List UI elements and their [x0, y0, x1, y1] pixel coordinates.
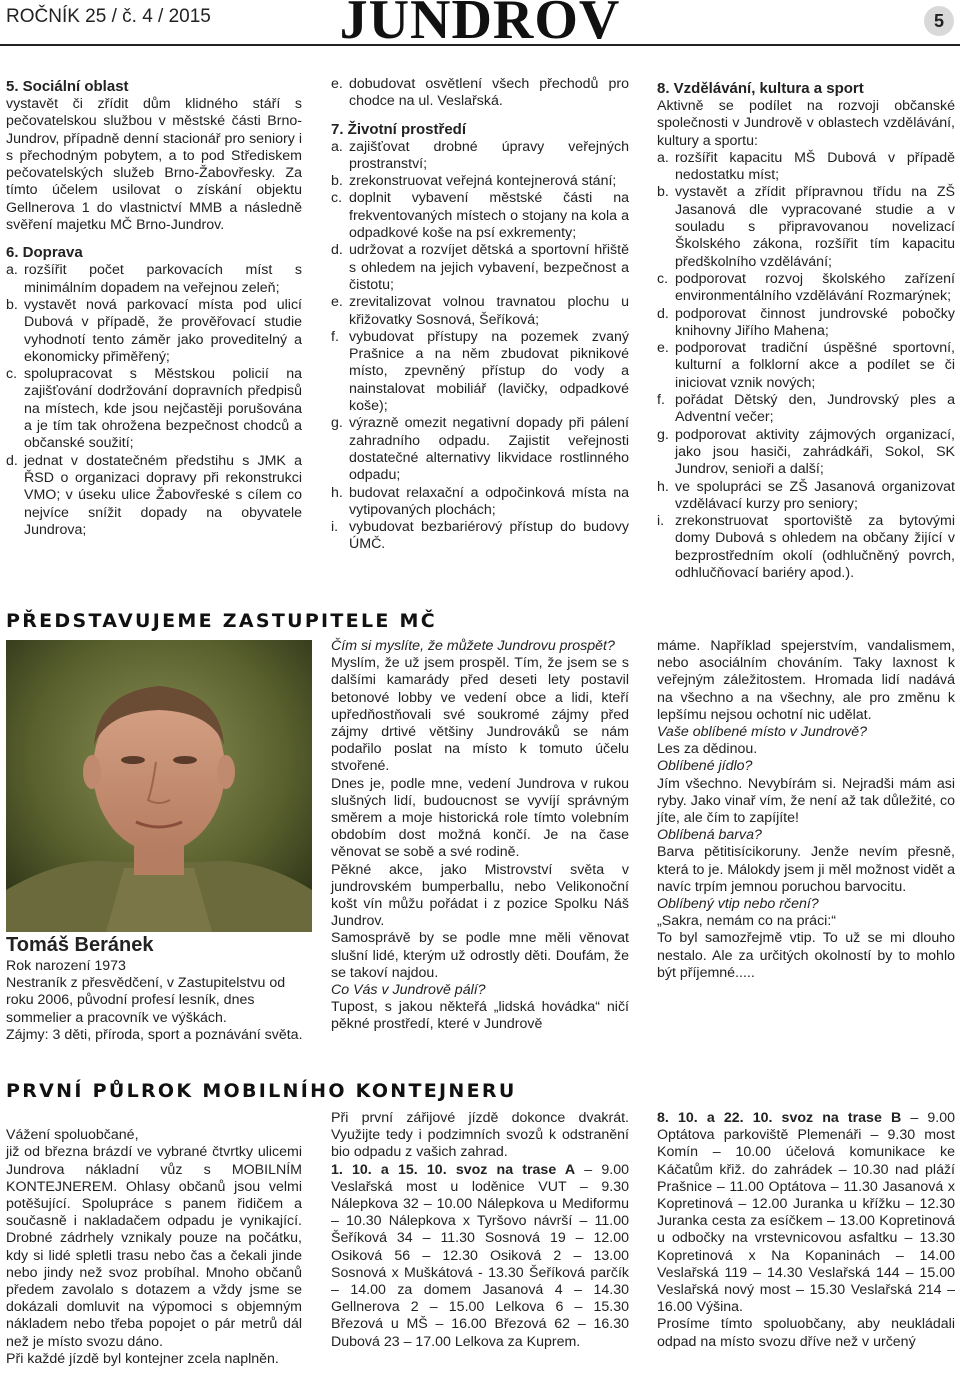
program-column-2: [331, 76, 629, 554]
bio-line: Rok narození 1973: [6, 958, 126, 974]
portrait-image: [6, 640, 312, 932]
container-intro: Při první zářijové jízdě dokonce dvakrát. Využijte tedy i podzimních svozů k odstranění bio odpadu z vašich zahrad.: [331, 1110, 629, 1161]
interview-column-3: [657, 638, 955, 982]
interview-answer: Dnes je, podle mne, vedení Jundrova v rukou slušných lidí, budoucnost se vyvíjí správným směrem a moje historická role tímto volebním obdobím dost možná končí. Je na čase věnovat se sobě a své rodině.: [331, 775, 629, 861]
list-item: f. vybudovat přístupy na pozemek zvaný Prašnice a na něm zbudovat piknikové místo, zpevněný přístup do vody a nainstalovat mobiliář (lavičky, odpadkové koše);: [331, 328, 629, 415]
interview-answer: Myslím, že už jsem prospěl. Tím, že jsem se s dalšími kamarády před deseti lety postavil betonové lobby ve vedení obce a lidi, kteří upředňostňovali své soukromé zájmy před zájmy drtivé většiny Jundrováků se nám podařilo poslat na místo k tomuto účelu stvořené.: [331, 655, 629, 775]
section-7-list: [331, 139, 629, 554]
list-item: e. podporovat tradiční úspěšné sportovní, kulturní a folklorní akce a podílet se či iniciovat vznik nových;: [657, 340, 955, 391]
route-b: [657, 1110, 955, 1316]
list-item: c. doplnit vybavení městské části na frekventovaných místech o stojany na kola a odpadkové koše na psí exkrementy;: [331, 190, 629, 242]
list-item: i. zrekonstruovat sportoviště za bytovými domy Dubová s ohledem na občany žijící v bezprostředním okolí (odhlučněný povrch, odhlučňovací bariéry apod.).: [657, 513, 955, 582]
page-number: 5: [924, 6, 954, 36]
interview-answer: To byl samozřejmě vtip. To už se mi dlouho nestalo. Ale za určitých okolností by to mohlo být příjemné.....: [657, 930, 955, 981]
list-item: a. zajišťovat drobné úpravy veřejných prostranství;: [331, 138, 629, 172]
list-item: a. rozšířit kapacitu MŠ Dubová v případě nedostatku míst;: [657, 149, 955, 184]
interview-question: Oblíbená barva?: [657, 827, 762, 844]
interview-question: Oblíbený vtip nebo rčení?: [657, 896, 819, 913]
issue-label: ROČNÍK 25 / č. 4 / 2015: [6, 6, 211, 27]
route-a: [331, 1162, 629, 1351]
interview-question: Čím si myslíte, že můžete Jundrovu prospět?: [331, 638, 615, 654]
container-text: Vážení spoluobčané, již od března brázdí ve vybrané čtvrtky ulicemi Jundrova nákladní vůz s MOBILNÍM KONTEJNEREM. Ohlasy občanů jsou velmi potěšující. Spolupráce s panem řidičem a současně i nakladačem odpadu je vynikající. Drobné zádrhely vznikaly pouze na počátku, kdy si lidé spletli trasu nebo čas a čekali jinde nebo jindy než svoz probíhal. Mnoho občanů předem zavolalo s dotazem a vždy jsme se dokázali domluvit na výpomoci s objemným nákladem nebo třeba popojet o pár metrů dál než je místo svozu dáno. Při každé jízdě byl kontejner zcela naplněn.: [6, 1127, 302, 1367]
container-banner: PRVNÍ PŮLROK MOBILNÍHO KONTEJNERU: [6, 1080, 517, 1102]
list-item: d. podporovat činnost jundrovské pobočky knihovny Jiřího Mahena;: [657, 305, 955, 339]
program-column-1: [6, 78, 302, 539]
section-6-list: [6, 262, 302, 539]
list-item: c. podporovat rozvoj školského zařízení environmentálního vzdělávání Rozmarýnek;: [657, 270, 955, 305]
container-column-2: [331, 1110, 629, 1351]
interview-question: Oblíbené jídlo?: [657, 758, 753, 775]
section-8-intro: Aktivně se podílet na rozvoji občanské společnosti v Jundrově v oblastech vzdělávání, kultury a sportu:: [657, 98, 955, 149]
list-item: a. rozšířit počet parkovacích míst s minimálním dopadem na veřejnou zeleň;: [6, 262, 302, 296]
section-6-title: 6. Doprava: [6, 244, 83, 262]
interview-answer: Jím všechno. Nevybírám si. Nejradši mám asi ryby. Jako vinař vím, že není až tak důležité, co jíte, ale čím to zapíjíte!: [657, 775, 955, 827]
representative-photo: [6, 640, 312, 932]
section-5-title: 5. Sociální oblast: [6, 78, 129, 95]
list-item: g. výrazně omezit negativní dopady při pálení zahradního odpadu. Zajistit veřejnosti dostatečné alternativy likvidace rostlinného odpadu;: [331, 415, 629, 484]
container-closing: Prosíme tímto spoluobčany, aby neukládali odpad na místo svozu dříve než v určený: [657, 1316, 955, 1350]
list-item: i. vybudovat bezbariérový přístup do budovy ÚMČ.: [331, 519, 629, 553]
list-item: e. dobudovat osvětlení všech přechodů pro chodce na ul. Veslařská.: [331, 76, 629, 110]
representative-bio: [6, 958, 306, 1044]
program-column-3: [657, 80, 955, 582]
interview-answer: máme. Například spejerstvím, vandalismem, nebo asociálním chováním. Taky laxnost k veřejným záležitostem. Hromada lidí nadává na všechno a na všechny, ale pro změnu k lepšímu nejsou ochotní nic udělat.: [657, 638, 955, 723]
route-b-stops: – 9.00 Optátova parkoviště Plemenáři – 9.30 most Komín – 10.00 účelová komunikace ke Káčatům křiž. do zahrádek – 10.30 nad pláží Prašnice – 11.00 Optátova – 11.30 Jasanová x Kopretinová – 12.00 Juranka u křížku – 12.30 Juranka cesta za esíčkem – 13.00 Kopretinová u odbočky na vrstevnicovou asfaltku – 13.30 Kopretinová x Na Kopaninách – 14.00 Veslařská 119 – 14.30 Veslařská 144 – 15.00 Veslařská nový most – 15.30 Veslařská 214 – 16.00 Výšina.: [657, 1110, 956, 1316]
interview-answer: Barva pětitisícikoruny. Jenže nevím přesně, která to je. Málokdy jsem ji měl možnost vidět a navíc trpím jemnou poruchou barvocitu.: [657, 844, 955, 895]
interview-answer: Tupost, s jakou někteřá „lidská hovádka“ ničí pěkné prostředí, které v Jundrově: [331, 999, 629, 1033]
section-5-text: vystavět či zřídit dům klidného stáří s pečovatelskou službou v městské části Brno-Jundrov, případně denní stacionář pro seniory i s přechodným pobytem, a to pod Střediskem pečovatelských služeb Brno-Žabovřesky. Za tímto účelem usilovat o získání objektu Gellnerova 1 do vlastnictví MMB a následně svěření majetku MČ Brno-Jundrov.: [6, 96, 302, 234]
interview-question: Co Vás v Jundrově pálí?: [331, 982, 486, 999]
interview-answer: „Sakra, nemám co na práci:“: [657, 913, 836, 930]
interview-answer: Samosprávě by se podle mne měli věnovat slušní lidé, kterým už odrostly děti. Doufám, že se takoví najdou.: [331, 930, 629, 981]
list-item: g. podporovat aktivity zájmových organizací, jako jsou hasiči, zahrádkáři, Sokol, SK Jundrov, senioři a další;: [657, 426, 955, 478]
interview-column-2: [331, 638, 629, 1034]
list-item: b. zrekonstruovat veřejná kontejnerová stání;: [331, 173, 617, 190]
section-8-list: [657, 150, 955, 582]
bio-line: Nestraník z přesvědčení, v Zastupitelstvu od roku 2006, původní profesí lesník, dnes sommelier a pracovník ve výškách.: [6, 975, 286, 1026]
interview-answer: Pěkné akce, jako Mistrovství světa v jundrovském bumperballu, nebo Velikonoční košt vín můžu pořádat i z pozice Spolku Náš Jundrov.: [331, 861, 629, 930]
route-b-label: 8. 10. a 22. 10. svoz na trase B: [657, 1110, 902, 1126]
list-item: b. vystavět a zřídit přípravnou třídu na ZŠ Jasanová dle vypracované studie a v souladu s připravovanou novelizací Školského zákona, rozšířit tím kapacitu předškolního vzdělávání;: [657, 184, 955, 270]
section-7-title: 7. Životní prostředí: [331, 120, 467, 138]
container-column-3: [657, 1110, 955, 1351]
route-a-label: 1. 10. a 15. 10. svoz na trase A: [331, 1161, 576, 1178]
container-column-1: [6, 1110, 302, 1368]
list-item: d. jednat v dostatečném předstihu s JMK a ŘSD o organizaci dopravy při rekonstrukci VMO; v úseku ulice Žabovřeské s cílem co nejvíce snížit dopady na obyvatele Jundrova;: [6, 452, 302, 538]
list-item: h. budovat relaxační a odpočinková místa na vytipovaných plochách;: [331, 484, 629, 518]
route-a-stops: – 9.00 Veslařská most u loděnice VUT – 9.30 Nálepkova 32 – 10.00 Nálepkova u Mediformu – 10.30 Nálepkova x Tyršovo návrší – 11.00 Šeříková 34 – 11.30 Sosnová 19 – 12.00 Osiková 56 – 12.30 Osiková 2 – 13.00 Sosnová x Muškátová - 13.30 Šeříková parčík – 14.00 za domem Jasanová 4 – 14.30 Gellnerova 2 – 15.00 Lelkova 6 – 15.30 Březová u MŠ – 16.00 Březová 62 – 16.30 Dubová 23 – 17.00 Lelkova za Kuprem.: [331, 1161, 629, 1350]
header-divider: [0, 44, 960, 46]
list-item: b. vystavět nová parkovací místa pod ulicí Dubová v případě, že prověřovací studie vyhodnotí tento záměr jako proveditelný a ekonomicky přiměřený;: [6, 296, 302, 365]
list-item: d. udržovat a rozvíjet dětská a sportovní hřiště s ohledem na jejich vybavení, bezpečnost a čistotu;: [331, 242, 629, 293]
section-8-title: 8. Vzdělávání, kultura a sport: [657, 80, 864, 97]
representative-name: Tomáš Beránek: [6, 934, 154, 956]
list-item: e. zrevitalizovat volnou travnatou plochu u křižovatky Sosnová, Šeříková;: [331, 294, 629, 328]
list-item: h. ve spolupráci se ZŠ Jasanová organizovat vzdělávací kurzy pro seniory;: [657, 478, 955, 512]
newspaper-logo: JUNDROV: [339, 0, 621, 51]
interview-question: Vaše oblíbené místo v Jundrově?: [657, 724, 868, 741]
representative-banner: PŘEDSTAVUJEME ZASTUPITELE MČ: [6, 610, 438, 632]
list-item: f. pořádat Dětský den, Jundrovský ples a Adventní večer;: [657, 392, 955, 426]
interview-answer: Les za dědinou.: [657, 741, 758, 758]
bio-line: Zájmy: 3 děti, příroda, sport a poznávání světa.: [6, 1026, 303, 1043]
list-item: c. spolupracovat s Městskou policií na zajišťování dodržování dopravních předpisů na místech, kde jsou nejčastěji porušována a je tím tak ohrožena bezpečnost chodců a občanské soužití;: [6, 366, 302, 452]
